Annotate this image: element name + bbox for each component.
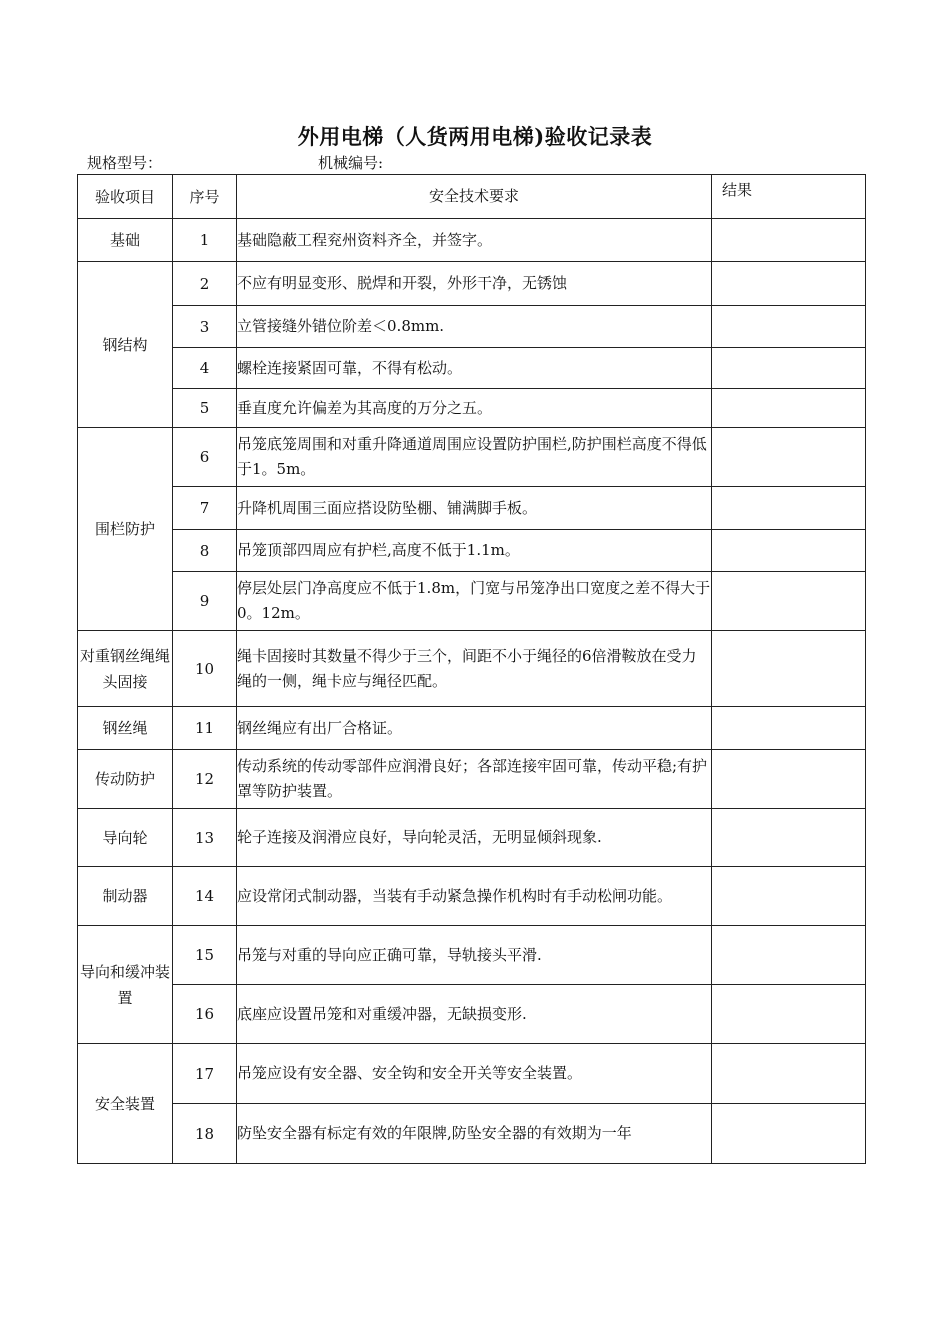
seq-cell: 17: [173, 1044, 237, 1104]
table-row: [78, 985, 866, 1044]
result-cell[interactable]: [712, 428, 866, 487]
result-cell[interactable]: [712, 348, 866, 389]
table-row: [78, 306, 866, 348]
seq-cell: 15: [173, 926, 237, 985]
item-cell: 围栏防护: [78, 428, 173, 631]
acceptance-record-table: [77, 174, 866, 1164]
requirement-cell: 停层处层门净高度应不低于1.8m，门宽与吊笼净出口宽度之差不得大于0。12m。: [237, 572, 712, 631]
item-cell: 钢丝绳: [78, 707, 173, 750]
result-cell[interactable]: [712, 707, 866, 750]
spec-model-label: 规格型号：: [87, 154, 163, 172]
table-row: [78, 809, 866, 867]
result-cell[interactable]: [712, 530, 866, 572]
requirement-cell: 轮子连接及润滑应良好，导向轮灵活，无明显倾斜现象.: [237, 809, 712, 867]
table-row: [78, 1104, 866, 1164]
result-cell[interactable]: [712, 809, 866, 867]
table-row: [78, 262, 866, 306]
requirement-cell: 螺栓连接紧固可靠，不得有松动。: [237, 348, 712, 389]
seq-cell: 2: [173, 262, 237, 306]
table-row: [78, 219, 866, 262]
seq-cell: 13: [173, 809, 237, 867]
item-cell: 导向轮: [78, 809, 173, 867]
header-result: 结果: [712, 175, 866, 219]
table-row: [78, 428, 866, 487]
seq-cell: 1: [173, 219, 237, 262]
requirement-cell: 钢丝绳应有出厂合格证。: [237, 707, 712, 750]
table-row: [78, 572, 866, 631]
result-cell[interactable]: [712, 750, 866, 809]
seq-cell: 18: [173, 1104, 237, 1164]
item-cell: 传动防护: [78, 750, 173, 809]
seq-cell: 14: [173, 867, 237, 926]
table-row: [78, 1044, 866, 1104]
table-row: [78, 707, 866, 750]
requirement-cell: 吊笼顶部四周应有护栏,高度不低于1.1m。: [237, 530, 712, 572]
requirement-cell: 应设常闭式制动器，当装有手动紧急操作机构时有手动松闸功能。: [237, 867, 712, 926]
table-row: [78, 750, 866, 809]
result-cell[interactable]: [712, 631, 866, 707]
item-cell: 导向和缓冲装置: [78, 926, 173, 1044]
requirement-cell: 基础隐蔽工程兖州资料齐全，并签字。: [237, 219, 712, 262]
item-cell: 对重钢丝绳绳头固接: [78, 631, 173, 707]
table-row: [78, 867, 866, 926]
requirement-cell: 防坠安全器有标定有效的年限牌,防坠安全器的有效期为一年: [237, 1104, 712, 1164]
document-title: 外用电梯（人货两用电梯)验收记录表: [297, 124, 653, 149]
machine-number-label: 机械编号:: [318, 154, 384, 172]
seq-cell: 7: [173, 487, 237, 530]
item-cell: 基础: [78, 219, 173, 262]
seq-cell: 6: [173, 428, 237, 487]
result-cell[interactable]: [712, 487, 866, 530]
seq-cell: 11: [173, 707, 237, 750]
requirement-cell: 不应有明显变形、脱焊和开裂，外形干净，无锈蚀: [237, 262, 712, 306]
result-cell[interactable]: [712, 306, 866, 348]
item-cell: 安全装置: [78, 1044, 173, 1164]
table-row: [78, 530, 866, 572]
result-cell[interactable]: [712, 389, 866, 428]
table-row: [78, 631, 866, 707]
seq-cell: 5: [173, 389, 237, 428]
requirement-cell: 吊笼应设有安全器、安全钩和安全开关等安全装置。: [237, 1044, 712, 1104]
result-cell[interactable]: [712, 926, 866, 985]
requirement-cell: 垂直度允许偏差为其高度的万分之五。: [237, 389, 712, 428]
result-cell[interactable]: [712, 219, 866, 262]
result-cell[interactable]: [712, 262, 866, 306]
result-cell[interactable]: [712, 1044, 866, 1104]
item-cell: 钢结构: [78, 262, 173, 428]
requirement-cell: 绳卡固接时其数量不得少于三个，间距不小于绳径的6倍滑鞍放在受力绳的一侧，绳卡应与绳径匹配。: [237, 631, 712, 707]
header-item: 验收项目: [78, 175, 173, 219]
header-requirement: 安全技术要求: [237, 175, 712, 219]
table-row: [78, 348, 866, 389]
seq-cell: 9: [173, 572, 237, 631]
seq-cell: 8: [173, 530, 237, 572]
seq-cell: 12: [173, 750, 237, 809]
result-cell[interactable]: [712, 572, 866, 631]
requirement-cell: 吊笼与对重的导向应正确可靠，导轨接头平滑.: [237, 926, 712, 985]
requirement-cell: 升降机周围三面应搭设防坠棚、铺满脚手板。: [237, 487, 712, 530]
seq-cell: 4: [173, 348, 237, 389]
requirement-cell: 吊笼底笼周围和对重升降通道周围应设置防护围栏,防护围栏高度不得低于1。5m。: [237, 428, 712, 487]
requirement-cell: 底座应设置吊笼和对重缓冲器，无缺损变形.: [237, 985, 712, 1044]
header-seq: 序号: [173, 175, 237, 219]
result-cell[interactable]: [712, 1104, 866, 1164]
requirement-cell: 传动系统的传动零部件应润滑良好；各部连接牢固可靠，传动平稳;有护罩等防护装置。: [237, 750, 712, 809]
result-cell[interactable]: [712, 867, 866, 926]
table-header-row: [78, 175, 866, 219]
item-cell: 制动器: [78, 867, 173, 926]
seq-cell: 16: [173, 985, 237, 1044]
table-row: [78, 389, 866, 428]
requirement-cell: 立管接缝外错位阶差＜0.8mm.: [237, 306, 712, 348]
seq-cell: 10: [173, 631, 237, 707]
table-row: [78, 926, 866, 985]
table-row: [78, 487, 866, 530]
result-cell[interactable]: [712, 985, 866, 1044]
seq-cell: 3: [173, 306, 237, 348]
